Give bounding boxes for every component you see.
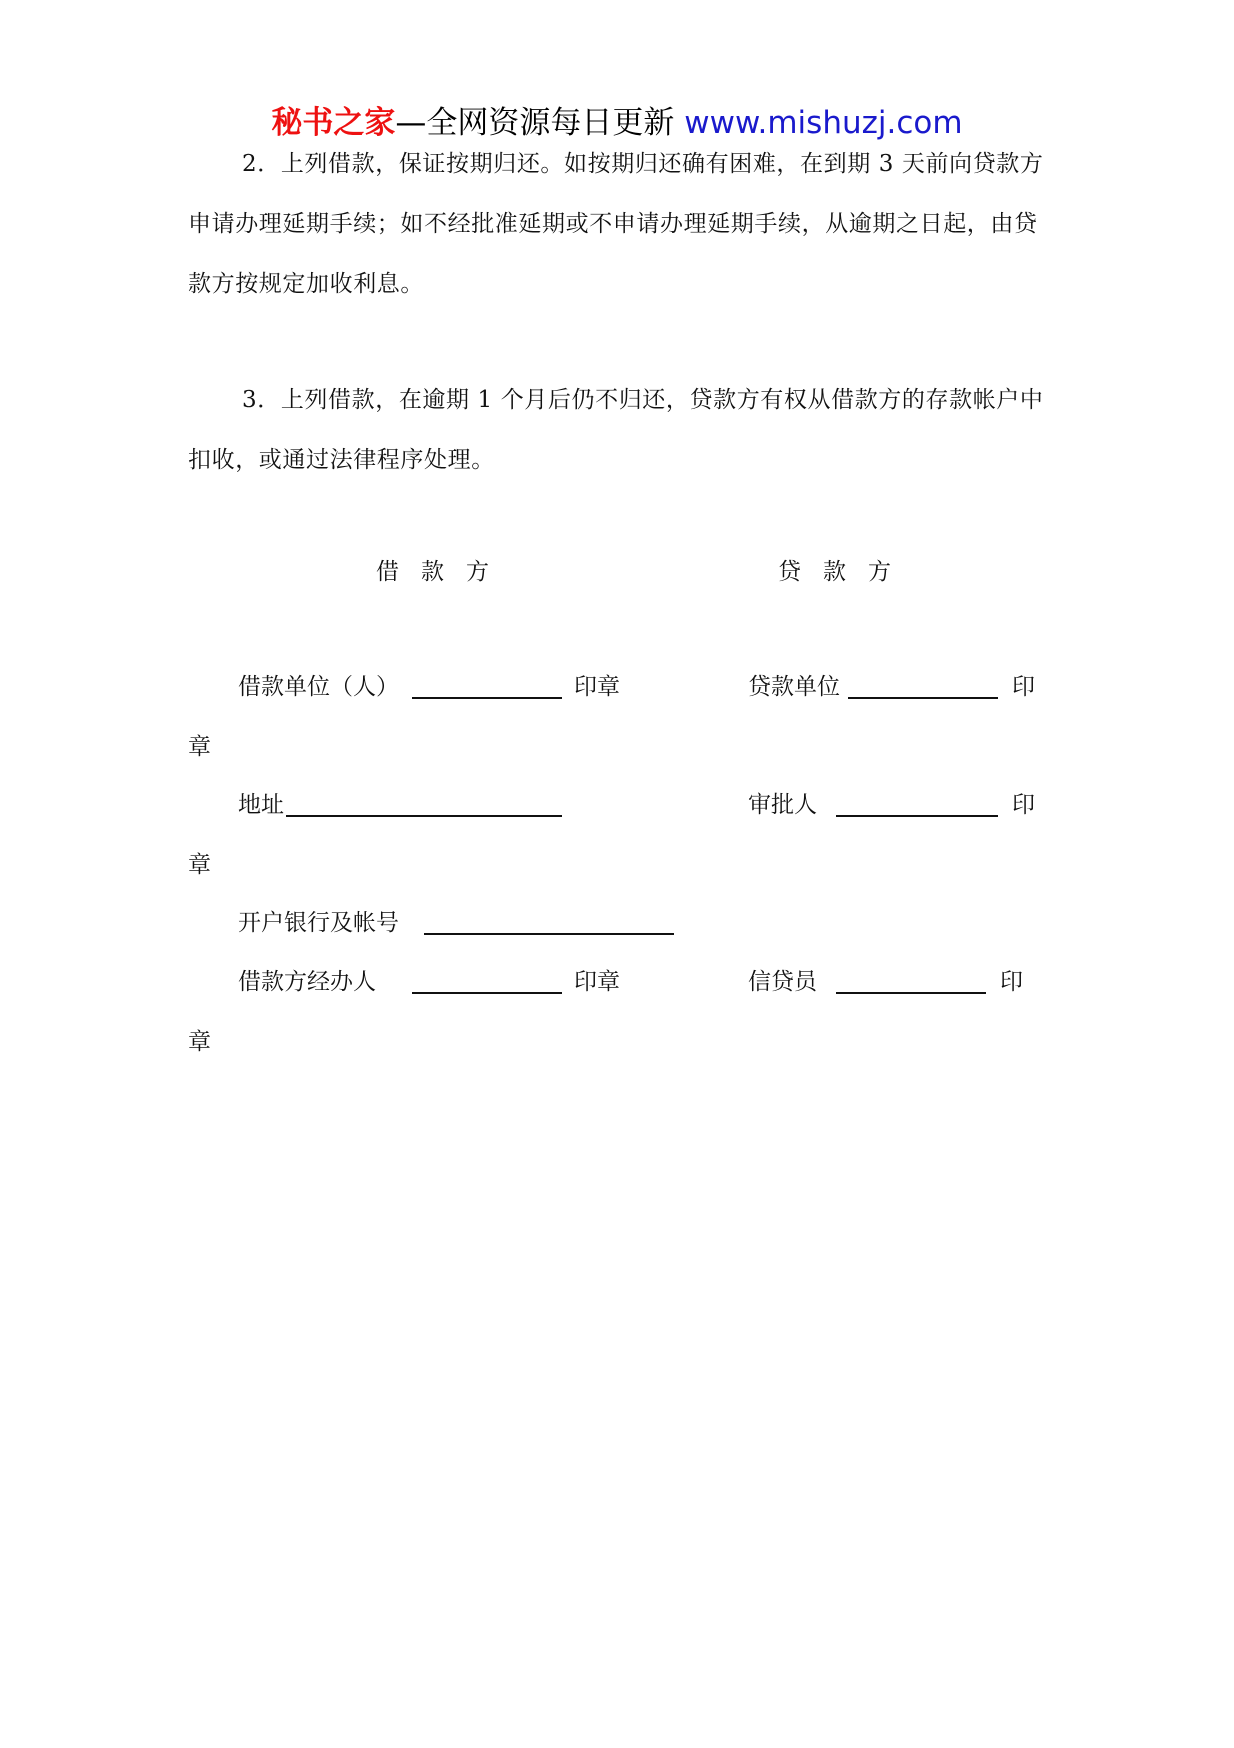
site-slogan: —全网资源每日更新 bbox=[395, 105, 675, 141]
lender-unit-field[interactable] bbox=[848, 697, 998, 699]
approver-field[interactable] bbox=[836, 815, 998, 817]
lender-unit-label: 贷款单位 bbox=[748, 674, 840, 700]
approver-label: 审批人 bbox=[748, 792, 817, 818]
credit-officer-field[interactable] bbox=[836, 992, 986, 994]
site-url-link[interactable]: www.mishuzj.com bbox=[684, 105, 963, 141]
borrower-unit-field[interactable] bbox=[412, 697, 562, 699]
borrower-agent-label: 借款方经办人 bbox=[238, 969, 376, 995]
credit-officer-seal-char-2: 章 bbox=[188, 1029, 211, 1055]
party-lender-heading: 贷款方 bbox=[778, 559, 913, 585]
bank-account-label: 开户银行及帐号 bbox=[238, 910, 399, 936]
address-label: 地址 bbox=[238, 792, 284, 818]
borrower-unit-seal-label: 印章 bbox=[574, 674, 620, 700]
borrower-agent-field[interactable] bbox=[412, 992, 562, 994]
borrower-unit-label: 借款单位（人） bbox=[238, 674, 399, 700]
bank-account-field[interactable] bbox=[424, 933, 674, 935]
borrower-agent-seal-label: 印章 bbox=[574, 969, 620, 995]
clause-2: 2．上列借款，保证按期归还。如按期归还确有困难，在到期 3 天前向贷款方申请办理延期手续；如不经批准延期或不申请办理延期手续，从逾期之日起，由贷款方按规定加收利息。 bbox=[188, 151, 1044, 297]
clause-3: 3．上列借款，在逾期 1 个月后仍不归还，贷款方有权从借款方的存款帐户中扣收，或通过法律程序处理。 bbox=[188, 387, 1044, 473]
lender-unit-seal-char-1: 印 bbox=[1012, 674, 1035, 700]
address-field[interactable] bbox=[286, 815, 562, 817]
approver-seal-char-2: 章 bbox=[188, 852, 211, 878]
credit-officer-label: 信贷员 bbox=[748, 969, 817, 995]
approver-seal-char-1: 印 bbox=[1012, 792, 1035, 818]
credit-officer-seal-char-1: 印 bbox=[1000, 969, 1023, 995]
site-brand: 秘书之家 bbox=[271, 105, 396, 141]
lender-unit-seal-char-2: 章 bbox=[188, 734, 211, 760]
party-borrower-heading: 借款方 bbox=[376, 559, 511, 585]
